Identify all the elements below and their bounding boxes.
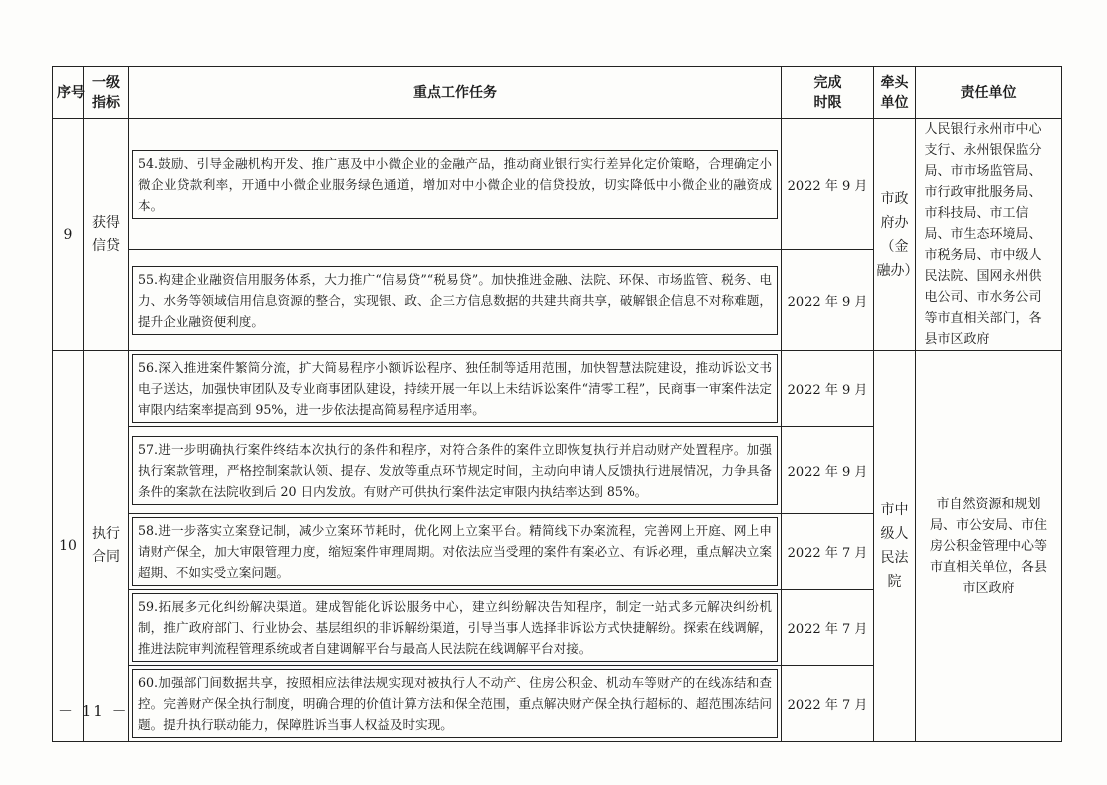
lead-unit: 市中级人民法院 — [874, 351, 916, 742]
task-deadline: 2022 年 9 月 — [782, 250, 874, 351]
task-deadline: 2022 年 9 月 — [782, 351, 874, 427]
group-number: 9 — [53, 119, 84, 351]
task-text: 54.鼓励、引导金融机构开发、推广惠及中小微企业的金融产品，推动商业银行实行差异化定价策略，合理确定小微企业贷款利率，开通中小微企业服务绿色通道，增加对中小微企业的信贷投放，切实降低中小微企业的融资成本。 — [132, 150, 778, 219]
header-task: 重点工作任务 — [129, 67, 782, 119]
task-cell — [129, 514, 782, 590]
header-deadline: 完成时限 — [782, 67, 874, 119]
task-deadline: 2022 年 7 月 — [782, 666, 874, 742]
task-cell — [129, 666, 782, 742]
task-table — [52, 66, 1062, 742]
responsible-units: 人民银行永州市中心支行、永州银保监分局、市市场监管局、市行政审批服务局、市科技局、市工信局、市生态环境局、市税务局、市中级人民法院、国网永州供电公司、市水务公司等市直相关部门，各县市区政府 — [916, 119, 1062, 351]
task-text: 55.构建企业融资信用服务体系，大力推广“信易贷”“税易贷”。加快推进金融、法院、环保、市场监管、税务、电力、水务等领域信用信息资源的整合，实现银、政、企三方信息数据的共建共商共享，破解银企信息不对称难题，提升企业融资便利度。 — [132, 266, 778, 335]
header-indicator: 一级指标 — [84, 67, 129, 119]
task-cell — [129, 250, 782, 351]
lead-unit: 市政府办（金融办） — [874, 119, 916, 351]
task-deadline: 2022 年 9 月 — [782, 119, 874, 250]
task-text: 57.进一步明确执行案件终结本次执行的条件和程序，对符合条件的案件立即恢复执行并启动财产处置程序。加强执行案款管理，严格控制案款认领、提存、发放等重点环节规定时间，主动向申请人反馈执行进展情况，力争具备条件的案款在法院收到后 20 日内发放。有财产可供执行案件法定审限内执结率达到 85%。 — [132, 436, 778, 505]
task-cell — [129, 351, 782, 427]
group-number: 10 — [53, 351, 84, 742]
task-text: 59.拓展多元化纠纷解决渠道。建成智能化诉讼服务中心，建立纠纷解决告知程序，制定一站式多元解决纠纷机制，推广政府部门、行业协会、基层组织的非诉解纷渠道，引导当事人选择非诉讼方式快捷解纷。探索在线调解，推进法院审判流程管理系统或者自建调解平台与最高人民法院在线调解平台对接。 — [132, 593, 778, 662]
task-text: 58.进一步落实立案登记制，减少立案环节耗时，优化网上立案平台。精简线下办案流程，完善网上开庭、网上申请财产保全，加大审限管理力度，缩短案件审理周期。对依法应当受理的案件有案必立、有诉必理，重点解决立案超期、不如实受立案问题。 — [132, 517, 778, 586]
task-cell — [129, 119, 782, 250]
header-lead: 牵头单位 — [874, 67, 916, 119]
task-deadline: 2022 年 9 月 — [782, 427, 874, 514]
task-text: 56.深入推进案件繁简分流，扩大简易程序小额诉讼程序、独任制等适用范围，加快智慧法院建设，推动诉讼文书电子送达，加强快审团队及专业商事团队建设，持续开展一年以上未结诉讼案件“清零工程”，民商事一审案件法定审限内结案率提高到 95%，进一步依法提高简易程序适用率。 — [132, 354, 778, 423]
table-row — [53, 119, 1062, 250]
task-cell — [129, 590, 782, 666]
group-indicator: 执行合同 — [84, 351, 129, 742]
group-indicator: 获得信贷 — [84, 119, 129, 351]
header-responsible: 责任单位 — [916, 67, 1062, 119]
task-deadline: 2022 年 7 月 — [782, 590, 874, 666]
table-row — [53, 351, 1062, 427]
header-no: 序号 — [53, 67, 84, 119]
responsible-units: 市自然资源和规划局、市公安局、市住房公积金管理中心等市直相关单位，各县市区政府 — [916, 351, 1062, 742]
task-deadline: 2022 年 7 月 — [782, 514, 874, 590]
task-cell — [129, 427, 782, 514]
task-text: 60.加强部门间数据共享，按照相应法律法规实现对被执行人不动产、住房公积金、机动车等财产的在线冻结和查控。完善财产保全执行制度，明确合理的价值计算方法和保全范围，重点解决财产保全执行超标的、超范围冻结问题。提升执行联动能力，保障胜诉当事人权益及时实现。 — [132, 669, 778, 738]
header-row — [53, 67, 1062, 119]
page-number: － 11 － — [58, 702, 129, 720]
